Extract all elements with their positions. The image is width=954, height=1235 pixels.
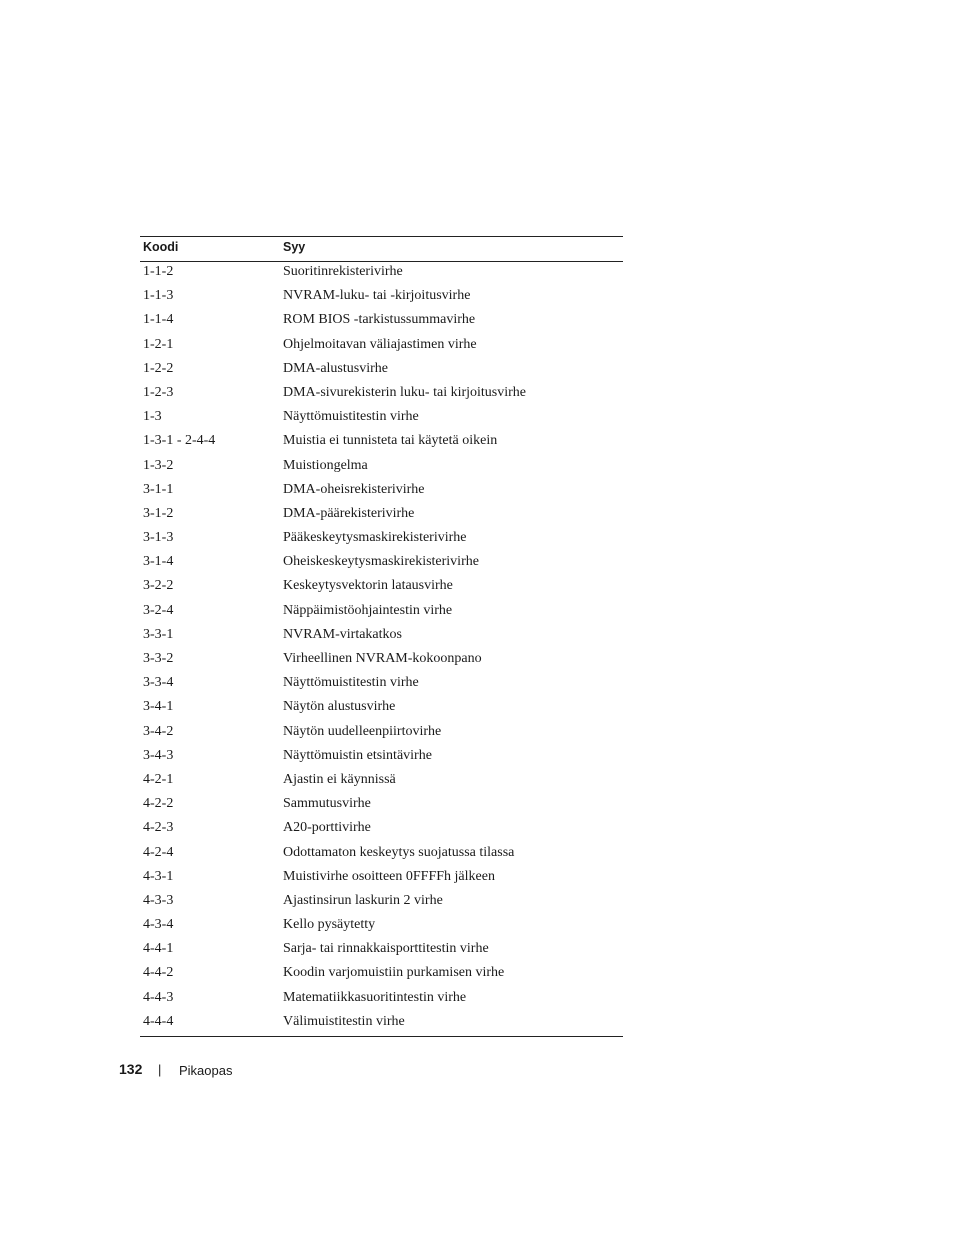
cell-cause: Näyttömuistitestin virhe	[283, 409, 419, 425]
cell-cause: Ajastinsirun laskurin 2 virhe	[283, 892, 443, 908]
cell-code: 3-3-2	[143, 651, 174, 666]
table-row	[140, 794, 623, 818]
table-row	[140, 770, 623, 794]
cell-cause: Matematiikkasuoritintestin virhe	[283, 989, 467, 1005]
cell-cause: Näytön uudelleenpiirtovirhe	[283, 723, 442, 739]
table-row	[140, 625, 623, 649]
cell-code: 4-3-1	[143, 868, 174, 884]
cell-cause: Näyttömuistin etsintävirhe	[283, 747, 432, 763]
cell-code: 4-4-3	[143, 989, 174, 1005]
cell-cause: Koodin varjomuistiin purkamisen virhe	[283, 965, 505, 981]
cell-cause: Pääkeskeytysmaskirekisterivirhe	[283, 530, 467, 546]
cell-code: 3-1-4	[143, 554, 174, 570]
cell-cause: Näyttömuistitestin virhe	[283, 675, 419, 691]
cell-cause: Muistivirhe osoitteen 0FFFFh jälkeen	[283, 868, 495, 884]
header-code: Koodi	[143, 240, 179, 254]
cell-code: 1-2-2	[143, 360, 174, 376]
cell-cause: A20-porttivirhe	[283, 820, 371, 836]
cell-cause: Muistiongelma	[283, 457, 368, 473]
table-row	[140, 843, 623, 867]
table-row	[140, 504, 623, 528]
cell-cause: Ohjelmoitavan väliajastimen virhe	[283, 336, 477, 352]
table-row	[140, 286, 623, 310]
cell-code: 1-1-2	[143, 264, 174, 279]
footer-separator: |	[158, 1062, 162, 1077]
table-row	[140, 963, 623, 987]
cell-code: 4-2-4	[143, 844, 174, 860]
table-row	[140, 359, 623, 383]
cell-code: 4-4-2	[143, 965, 174, 981]
page-number: 132	[119, 1061, 143, 1077]
cell-code: 4-2-1	[143, 771, 174, 787]
cell-code: 3-2-2	[143, 578, 174, 594]
cell-code: 3-1-1	[143, 481, 174, 497]
table-row	[140, 818, 623, 842]
cell-code: 4-3-4	[143, 917, 174, 933]
cell-cause: Keskeytysvektorin latausvirhe	[283, 578, 453, 594]
table-row	[140, 939, 623, 963]
table-row	[140, 456, 623, 480]
cell-code: 3-4-3	[143, 747, 174, 763]
table-row	[140, 673, 623, 697]
table-row	[140, 431, 623, 455]
cell-code: 4-4-4	[143, 1013, 174, 1029]
cell-cause: NVRAM-luku- tai -kirjoitusvirhe	[283, 288, 471, 304]
cell-code: 4-2-2	[143, 796, 174, 812]
cell-code: 3-1-2	[143, 505, 174, 521]
table-row	[140, 262, 623, 286]
cell-code: 1-1-3	[143, 288, 174, 304]
table-row	[140, 480, 623, 504]
cell-cause: Näppäimistöohjaintestin virhe	[283, 602, 453, 618]
cell-code: 1-3-2	[143, 457, 174, 473]
table-row	[140, 601, 623, 625]
cell-cause: Odottamaton keskeytys suojatussa tilassa	[283, 844, 515, 860]
table-body	[140, 262, 623, 1036]
cell-cause: DMA-päärekisterivirhe	[283, 505, 415, 521]
cell-cause: Ajastin ei käynnissä	[283, 771, 396, 787]
cell-code: 3-1-3	[143, 530, 174, 546]
cell-cause: DMA-alustusvirhe	[283, 360, 388, 376]
table-row	[140, 528, 623, 552]
cell-code: 1-3-1 - 2-4-4	[143, 433, 216, 449]
cell-cause: Näytön alustusvirhe	[283, 699, 396, 715]
table-row	[140, 407, 623, 431]
document-title: Pikaopas	[179, 1063, 233, 1078]
cell-cause: NVRAM-virtakatkos	[283, 626, 402, 642]
beep-code-table	[140, 236, 623, 1037]
cell-code: 3-4-2	[143, 723, 174, 739]
cell-cause: Oheiskeskeytysmaskirekisterivirhe	[283, 554, 479, 570]
table-row	[140, 915, 623, 939]
table-row	[140, 867, 623, 891]
table-row	[140, 383, 623, 407]
table-row	[140, 988, 623, 1012]
cell-code: 4-3-3	[143, 892, 174, 908]
table-row	[140, 576, 623, 600]
table-row	[140, 746, 623, 770]
cell-code: 4-4-1	[143, 941, 174, 957]
cell-code: 3-3-4	[143, 675, 174, 691]
table-row	[140, 649, 623, 673]
table-row	[140, 552, 623, 576]
cell-code: 3-3-1	[143, 626, 174, 642]
cell-cause: DMA-sivurekisterin luku- tai kirjoitusvirhe	[283, 384, 527, 400]
cell-cause: Sarja- tai rinnakkaisporttitestin virhe	[283, 941, 489, 957]
cell-code: 1-2-1	[143, 336, 174, 352]
cell-cause: Suoritinrekisterivirhe	[283, 264, 403, 279]
cell-code: 3-4-1	[143, 699, 174, 715]
cell-cause: DMA-oheisrekisterivirhe	[283, 481, 425, 497]
table-header	[140, 237, 623, 262]
table-row	[140, 1012, 623, 1036]
cell-cause: Kello pysäytetty	[283, 917, 376, 933]
cell-cause: Muistia ei tunnisteta tai käytetä oikein	[283, 433, 498, 449]
cell-cause: Virheellinen NVRAM-kokoonpano	[283, 651, 482, 666]
cell-code: 1-1-4	[143, 312, 174, 328]
table-row	[140, 891, 623, 915]
table-row	[140, 310, 623, 334]
cell-code: 1-2-3	[143, 384, 174, 400]
cell-cause: ROM BIOS -tarkistussummavirhe	[283, 312, 476, 328]
cell-cause: Välimuistitestin virhe	[283, 1013, 405, 1029]
table-row	[140, 722, 623, 746]
cell-code: 1-3	[143, 409, 162, 425]
cell-code: 3-2-4	[143, 602, 174, 618]
table-row	[140, 335, 623, 359]
table-row	[140, 697, 623, 721]
header-cause: Syy	[283, 240, 306, 254]
cell-cause: Sammutusvirhe	[283, 796, 371, 812]
cell-code: 4-2-3	[143, 820, 174, 836]
